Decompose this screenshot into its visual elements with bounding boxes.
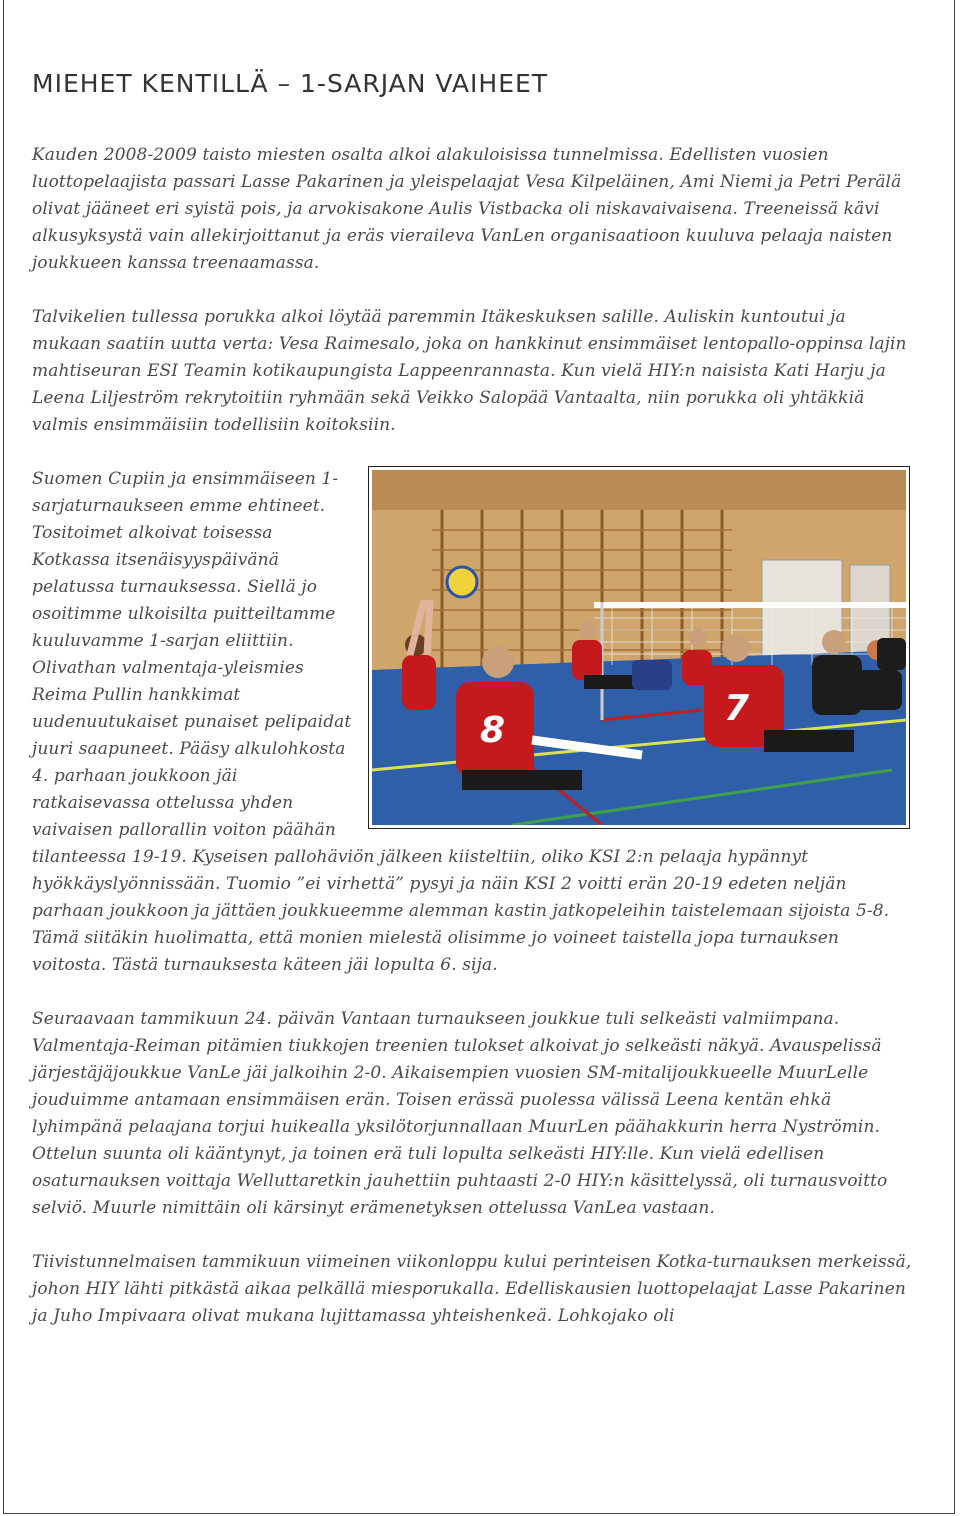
paragraph-1: Kauden 2008-2009 taisto miesten osalta alkoi alakuloisissa tunnelmissa. Edellisten vuosien luottopelaajista passari Lasse Pakarinen ja yleispelaajat Vesa Kilpeläinen, Ami Niemi ja Petri Perälä olivat jääneet eri syistä pois, ja arvokisakone Aulis Vistbacka oli niskavaivaisena. Treeneissä kävi alkusyksystä vain allekirjoittanut ja eräs vieraileva VanLen organisaatioon kuuluva pelaaja naisten joukkueen kanssa treenaamassa. (32, 145, 902, 273)
jersey-number-7: 7 (724, 688, 750, 729)
paragraph-2: Talvikelien tullessa porukka alkoi löytää paremmin Itäkeskuksen salille. Auliskin kuntoutui ja mukaan saatiin uutta verta: Vesa Raimesalo, joka on hankkinut ensimmäiset lentopallo-oppinsa lajin mahtiseuran ESI Teamin kotikaupungista Lappeenrannasta. Kun vielä HIY:n naisista Kati Harju ja Leena Liljeström rekrytoitiin ryhmään sekä Veikko Salopää Vantaalta, niin porukka oli yhtäkkiä valmis ensimmäisiin todellisiin koitoksiin. (32, 307, 907, 435)
document-page (3, 0, 955, 1514)
article (32, 66, 912, 1357)
volleyball (447, 567, 477, 597)
photo-illustration (372, 470, 906, 825)
paragraph-5: Tiivistunnelmaisen tammikuun viimeinen viikonloppu kului perinteisen Kotka-turnauksen merkeissä, johon HIY lähti pitkästä aikaa pelkällä miesporukalla. Edelliskausien luottopelaajat Lasse Pakarinen ja Juho Impivaara olivat mukana lujittamassa yhteishenkeä. Lohkojako oli (32, 1252, 912, 1326)
paragraph-3: Suomen Cupiin ja ensimmäiseen 1-sarjaturnaukseen emme ehtineet. Tositoimet alkoivat toisessa Kotkassa itsenäisyyspäivänä pelatussa turnauksessa. Siellä jo osoitimme ulkoisilta puitteiltamme kuuluvamme 1-sarjan eliittiin. Olivathan valmentaja-yleismies Reima Pullin hankkimat uudenuutukaiset punaiset pelipaidat juuri saapuneet. Pääsy alkulohkosta 4. parhaan joukkoon jäi ratkaisevassa ottelussa yhden vaivaisen pallorallin voiton päähän tilanteessa 19-19. Kyseisen pallohäviön jälkeen kiisteltiin, oliko KSI 2:n pelaaja hypännyt hyökkäyslyönnissään. Tuomio ”ei virhettä” pysyi ja näin KSI 2 voitti erän 20-19 edeten neljän parhaan joukkoon ja jättäen joukkueemme alemman kastin jatkopeleihin taistelemaan sijoista 5-8. Tämä siitäkin huolimatta, että monien mielestä olisimme jo voineet taistella jopa turnauksen voitosta. Tästä turnauksesta käteen jäi lopulta 6. sija. (32, 469, 890, 975)
sitting-volleyball-photo (368, 466, 910, 829)
article-title: MIEHET KENTILLÄ – 1-SARJAN VAIHEET (32, 69, 549, 98)
wall-top (372, 470, 906, 510)
paragraph-4: Seuraavaan tammikuun 24. päivän Vantaan turnaukseen joukkue tuli selkeästi valmiimpana. Valmentaja-Reiman pitämien tiukkojen treenien tulokset alkoivat jo selkeästi näkyä. Avauspelissä järjestäjäjoukkue VanLe jäi jalkoihin 2-0. Aikaisempien vuosien SM-mitalijoukkueelle MuurLelle jouduimme antamaan ensimmäisen erän. Toisen erässä puolessa välissä Leena kentän ehkä lyhimpänä pelaajana torjui huikealla yksilötorjunnallaan MuurLen päähakkurin herra Nyströmin. Ottelun suunta oli kääntynyt, ja toinen erä tuli lopulta selkeästi HIY:lle. Kun vielä edellisen osaturnauksen voittaja Welluttaretkin jauhettiin puhtaasti 2-0 HIY:n käsittelyssä, oli turnausvoitto selviö. Muurle nimittäin oli kärsinyt erämenetyksen ottelussa VanLea vastaan. (32, 1009, 888, 1218)
jersey-number-8: 8 (480, 710, 506, 751)
